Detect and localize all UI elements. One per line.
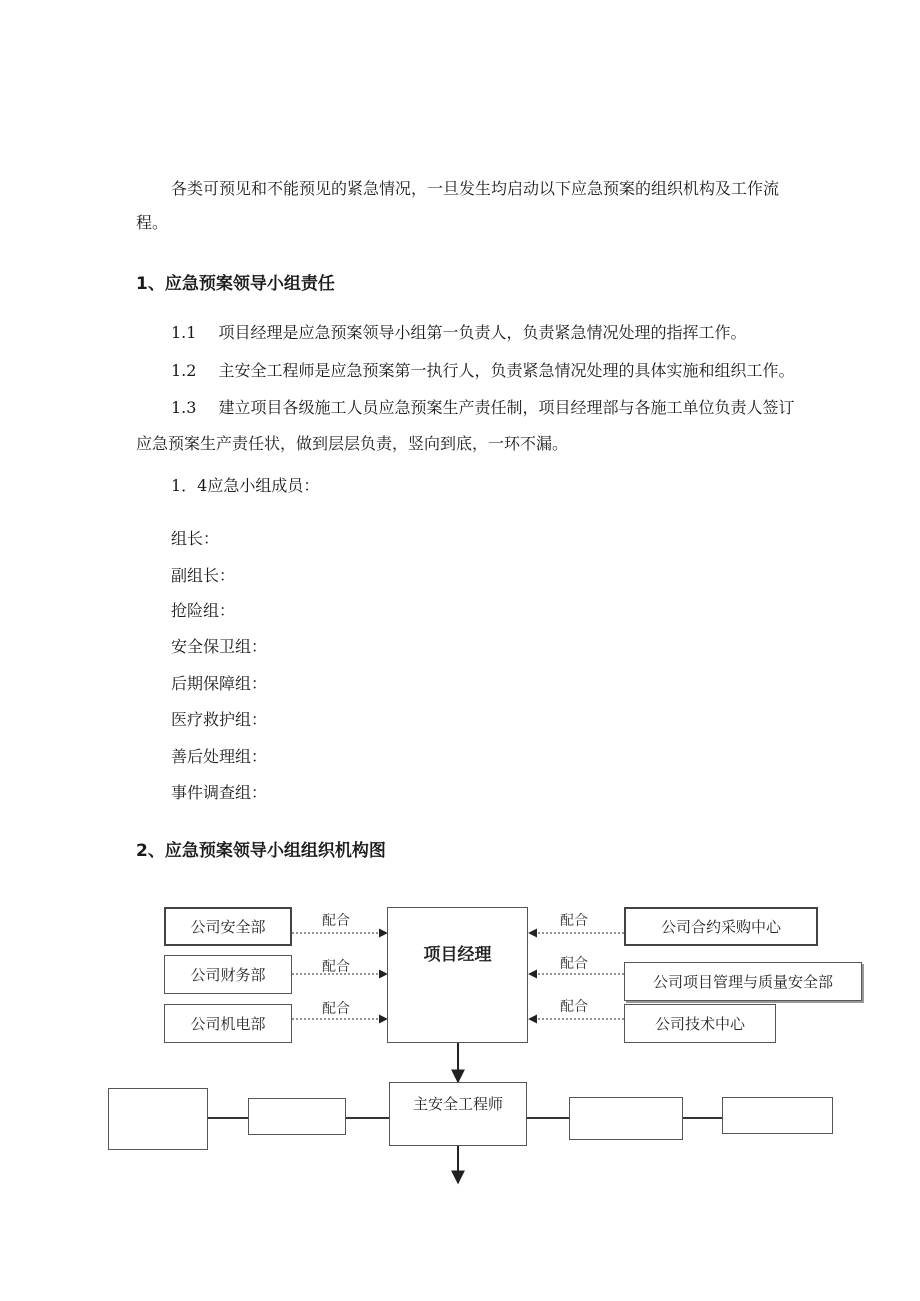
member-role: 事件调查组： [171, 783, 268, 802]
member-role: 安全保卫组： [171, 637, 268, 656]
empty-box-right-inner [569, 1097, 683, 1140]
empty-box-right-outer [722, 1097, 833, 1134]
center-box-project-manager: 项目经理 [387, 907, 528, 1043]
link-label: 配合 [560, 956, 588, 972]
unit-box-tech-center: 公司技术中心 [624, 1004, 776, 1043]
item-text: 建立项目各级施工人员应急预案生产责任制，项目经理部与各施工单位负责人签订 [218, 398, 795, 417]
unit-box-safety-dept: 公司安全部 [164, 907, 292, 946]
item-1-3-continued: 应急预案生产责任状，做到层层负责，竖向到底，一环不漏。 [136, 434, 569, 453]
unit-box-procurement-center: 公司合约采购中心 [624, 907, 818, 946]
empty-box-left-outer [108, 1088, 208, 1150]
item-text: 主安全工程师是应急预案第一执行人，负责紧急情况处理的具体实施和组织工作。 [218, 361, 795, 380]
intro-line-1: 各类可预见和不能预见的紧急情况，一旦发生均启动以下应急预案的组织机构及工作流 [171, 179, 780, 198]
unit-box-mech-elec-dept: 公司机电部 [164, 1004, 292, 1043]
member-role: 副组长： [171, 566, 236, 585]
item-number: 1.3 [171, 398, 197, 417]
link-label: 配合 [322, 1001, 350, 1017]
unit-box-finance-dept: 公司财务部 [164, 955, 292, 994]
member-role: 抢险组： [171, 601, 236, 620]
link-label: 配合 [322, 959, 350, 975]
item-number: 1.2 [171, 361, 197, 380]
empty-box-left-inner [248, 1098, 346, 1135]
section-1-heading: 1、应急预案领导小组责任 [136, 274, 335, 294]
members-heading: 1．4应急小组成员： [171, 476, 320, 495]
member-role: 后期保障组： [171, 674, 268, 693]
sub-box-chief-safety-engineer: 主安全工程师 [389, 1082, 527, 1146]
link-label: 配合 [560, 913, 588, 929]
item-1-3 [171, 397, 794, 419]
intro-line-2: 程。 [136, 213, 169, 232]
item-text: 项目经理是应急预案领导小组第一负责人，负责紧急情况处理的指挥工作。 [218, 323, 747, 342]
section-2-heading: 2、应急预案领导小组组织机构图 [136, 841, 386, 861]
unit-box-quality-safety-dept: 公司项目管理与质量安全部 [624, 962, 862, 1001]
item-1-1 [171, 322, 746, 344]
link-label: 配合 [560, 999, 588, 1015]
item-number: 1.1 [171, 323, 197, 342]
item-1-2 [171, 360, 794, 382]
member-role: 组长： [171, 529, 220, 548]
member-role: 善后处理组： [171, 747, 268, 766]
link-label: 配合 [322, 913, 350, 929]
member-role: 医疗救护组： [171, 710, 268, 729]
